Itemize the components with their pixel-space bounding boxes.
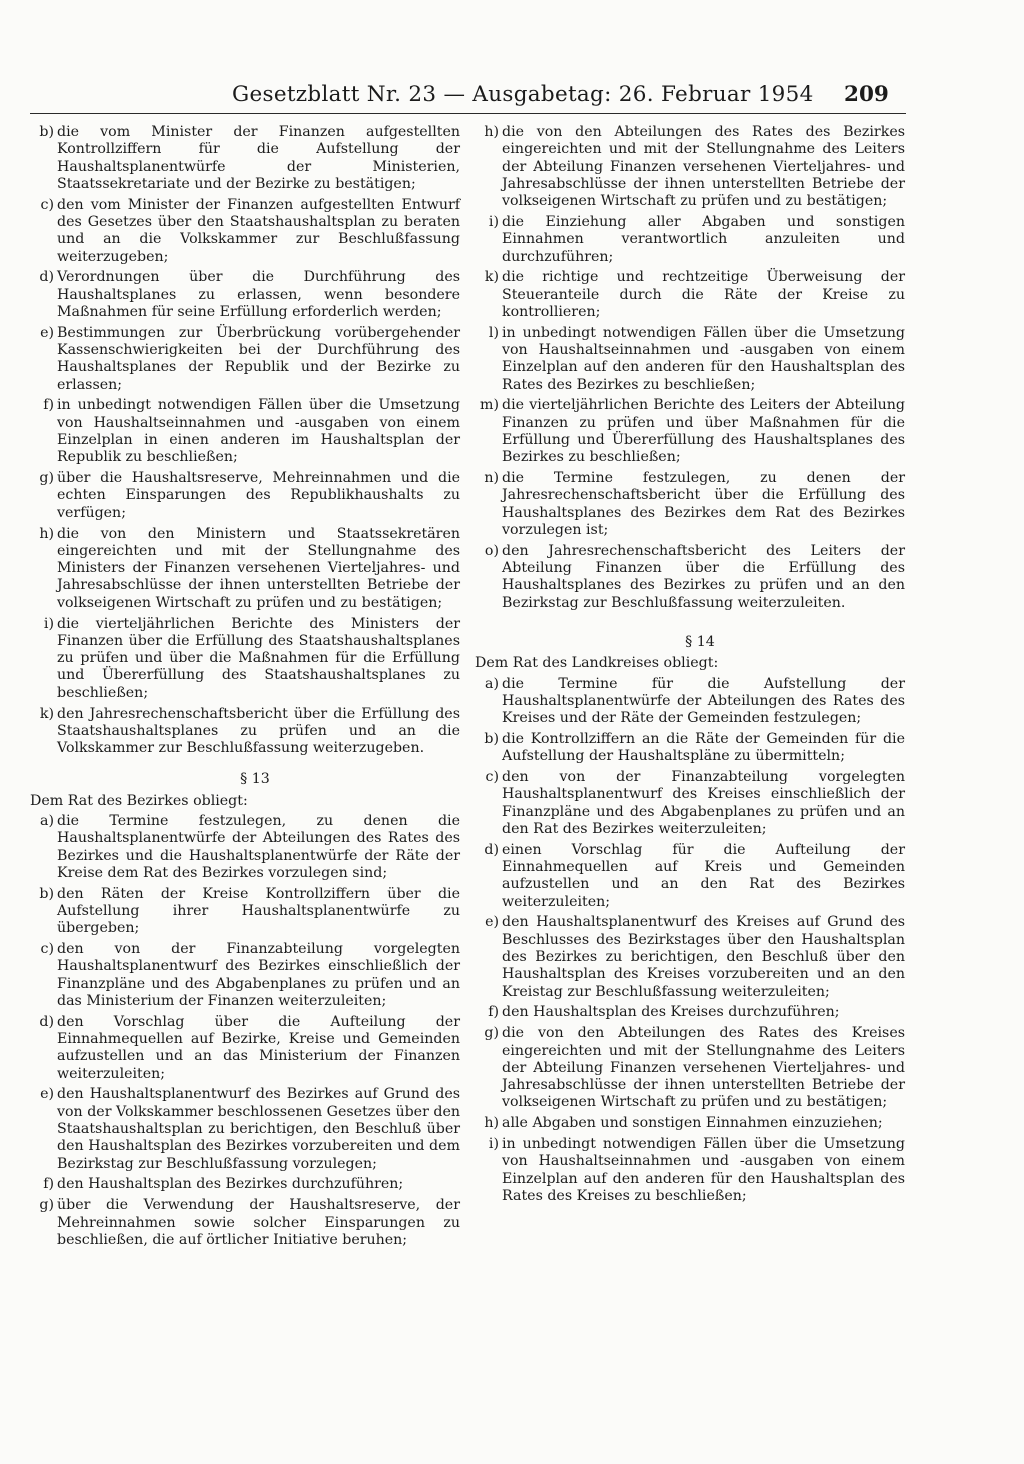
list-item xyxy=(30,197,460,266)
list-item xyxy=(30,397,460,466)
list-item xyxy=(30,1014,460,1083)
list-item xyxy=(30,470,460,522)
item-text: den Jahresrechenschaftsbericht des Leiters der Abteilung Finanzen über die Erfüllung des Haushaltsplanes des Bezirkes zu prüfen und an den Bezirkstag zur Beschlußfassung weiterzuleiten. xyxy=(502,542,905,611)
item-text: die Termine für die Aufstellung der Haushaltsplanentwürfe der Abteilungen des Rates des Kreises und der Räte der Gemeinden festzulegen; xyxy=(502,675,905,727)
item-text: Bestimmungen zur Überbrückung vorübergehender Kassenschwierigkeiten bei der Durchführung des Haushaltsplanes der Republik und der Bezirke zu erlassen; xyxy=(57,324,460,393)
item-label: a) xyxy=(485,675,499,692)
item-text: die Einziehung aller Abgaben und sonstigen Einnahmen verantwortlich anzuleiten und durchzuführen; xyxy=(502,213,905,265)
page-header-title: Gesetzblatt Nr. 23 — Ausgabetag: 26. Februar 1954 xyxy=(232,82,814,107)
item-label: m) xyxy=(480,397,499,414)
item-label: f) xyxy=(43,397,54,414)
item-label: d) xyxy=(39,269,54,286)
section-intro: Dem Rat des Bezirkes obliegt: xyxy=(30,792,248,809)
item-label: g) xyxy=(39,1197,54,1214)
item-text: die vom Minister der Finanzen aufgestellten Kontrollziffern für die Aufstellung der Haushaltsplanentwürfe der Ministerien, Staatssekretariate und der Bezirke zu bestätigen; xyxy=(57,124,460,192)
section-intro: Dem Rat des Landkreises obliegt: xyxy=(475,655,719,672)
section-heading: § 14 xyxy=(685,634,715,651)
list-item xyxy=(30,706,460,758)
item-text: die vierteljährlichen Berichte des Ministers der Finanzen über die Erfüllung des Staatshaushaltsplanes zu prüfen und über die Maßnahmen für die Erfüllung und Übererfüllung des Staatshaushaltsplanes zu beschließen; xyxy=(57,615,460,701)
list-item xyxy=(30,526,460,612)
item-text: den von der Finanzabteilung vorgelegten Haushaltsplanentwurf des Bezirkes einschließlich der Finanzpläne und des Abgabenplanes zu prüfen und an das Ministerium der Finanzen weiterzuleiten; xyxy=(57,941,460,1009)
item-label: b) xyxy=(39,885,54,902)
item-text: den Räten der Kreise Kontrollziffern über die Aufstellung ihrer Haushaltsplanentwürfe zu übergeben; xyxy=(57,885,460,937)
item-label: c) xyxy=(485,769,499,786)
item-text: über die Verwendung der Haushaltsreserve, der Mehreinnahmen sowie solcher Einsparungen zu beschließen, die auf örtlicher Initiative beruhen; xyxy=(57,1197,460,1248)
item-label: e) xyxy=(40,1086,54,1103)
item-text: alle Abgaben und sonstigen Einnahmen einzuziehen; xyxy=(502,1115,883,1132)
list-item xyxy=(475,214,905,266)
item-label: k) xyxy=(484,269,499,286)
item-text: den Haushaltsplan des Kreises durchzuführen; xyxy=(502,1004,840,1021)
item-text: den Haushaltsplan des Bezirkes durchzuführen; xyxy=(57,1176,404,1193)
item-text: die von den Abteilungen des Rates des Bezirkes eingereichten und mit der Stellungnahme des Leiters der Abteilung Finanzen versehenen Vierteljahres- und Jahresabschlüsse der ihnen unterstellten Betriebe der volkseigenen Wirtschaft zu prüfen und zu bestätigen; xyxy=(502,124,905,210)
item-label: h) xyxy=(39,525,54,542)
list-item xyxy=(475,1115,905,1132)
item-text: Verordnungen über die Durchführung des Haushaltsplanes zu erlassen, wenn besondere Maßnahmen für seine Erfüllung erforderlich werden; xyxy=(57,269,460,320)
item-label: a) xyxy=(40,812,54,829)
item-text: die vierteljährlichen Berichte des Leiters der Abteilung Finanzen zu prüfen und über Maßnahmen für die Erfüllung und Übererfüllung des Haushaltsplanes des Bezirkes zu beschließen; xyxy=(502,397,905,466)
item-text: den Vorschlag über die Aufteilung der Einnahmequellen auf Bezirke, Kreise und Gemeinden aufzustellen und an das Ministerium der Finanzen weiterzuleiten; xyxy=(57,1013,460,1082)
list-item xyxy=(475,124,905,210)
item-text: den Haushaltsplanentwurf des Bezirkes auf Grund des von der Volkskammer beschlossenen Gesetzes über den Staatshaushaltsplan zu berichtigen, den Beschluß über den Haushaltsplan des Bezirkes vorzubereiten und dem Bezirkstag zur Beschlußfassung vorzulegen; xyxy=(57,1086,460,1172)
item-label: h) xyxy=(484,124,499,140)
list-item xyxy=(30,941,460,1010)
list-item xyxy=(475,731,905,766)
item-label: e) xyxy=(40,324,54,341)
item-label: c) xyxy=(40,196,54,213)
section-heading: § 13 xyxy=(240,771,270,788)
item-label: o) xyxy=(484,542,499,559)
item-label: g) xyxy=(484,1025,499,1042)
left-column xyxy=(30,124,460,1253)
right-column xyxy=(475,124,905,1209)
list-item xyxy=(475,397,905,466)
item-label: b) xyxy=(484,731,499,747)
item-label: l) xyxy=(488,324,499,341)
item-text: die Kontrollziffern an die Räte der Gemeinden für die Aufstellung der Haushaltspläne zu übermitteln; xyxy=(502,731,905,765)
item-label: i) xyxy=(488,1136,499,1153)
item-text: über die Haushaltsreserve, Mehreinnahmen und die echten Einsparungen des Republikhaushalts zu verfügen; xyxy=(57,470,460,521)
item-text: in unbedingt notwendigen Fällen über die Umsetzung von Haushaltseinnahmen und -ausgaben von einem Einzelplan auf den anderen für den Haushaltsplan des Rates des Kreises zu beschließen; xyxy=(502,1136,905,1204)
list-item xyxy=(475,769,905,838)
item-text: in unbedingt notwendigen Fällen über die Umsetzung von Haushaltseinnahmen und -ausgaben von einem Einzelplan in einen anderen im Haushaltsplan der Republik zu beschließen; xyxy=(57,397,460,466)
list-item xyxy=(475,1136,905,1205)
item-text: die richtige und rechtzeitige Überweisung der Steueranteile durch die Räte der Kreise zu kontrollieren; xyxy=(502,269,905,320)
item-text: den Jahresrechenschaftsbericht über die Erfüllung des Staatshaushaltsplanes zu prüfen und an die Volkskammer zur Beschlußfassung weiterzugeben. xyxy=(57,705,460,757)
list-item xyxy=(475,1025,905,1111)
list-item xyxy=(475,269,905,321)
item-text: den Haushaltsplanentwurf des Kreises auf Grund des Beschlusses des Bezirkstages über den Haushaltsplan des Bezirkes zu berichtigen, den Beschluß über den Haushaltsplan des Kreises vorzubereiten und an den Kreistag zur Beschlußfassung weiterzuleiten; xyxy=(502,914,905,1000)
item-label: f) xyxy=(43,1176,54,1193)
item-text: die Termine festzulegen, zu denen der Jahresrechenschaftsbericht über die Erfüllung des Haushaltsplanes des Bezirkes dem Rat des Bezirkes vorzulegen ist; xyxy=(502,470,905,539)
item-text: in unbedingt notwendigen Fällen über die Umsetzung von Haushaltseinnahmen und -ausgaben von einem Einzelplan auf den anderen für den Haushaltsplan des Rates des Bezirkes zu beschließen; xyxy=(502,324,905,393)
list-item xyxy=(475,842,905,911)
list-item xyxy=(475,676,905,728)
list-item xyxy=(475,1004,905,1021)
list-item xyxy=(475,470,905,539)
list-item xyxy=(30,269,460,321)
item-text: einen Vorschlag für die Aufteilung der Einnahmequellen auf Kreis und Gemeinden aufzustellen und an den Rat des Bezirkes weiterzuleiten; xyxy=(502,841,905,910)
list-item xyxy=(30,813,460,882)
item-text: den von der Finanzabteilung vorgelegten Haushaltsplanentwurf des Kreises einschließlich der Finanzpläne und des Abgabenplanes zu prüfen und an den Rat des Bezirkes weiterzuleiten; xyxy=(502,769,905,837)
item-label: b) xyxy=(39,124,54,140)
item-label: e) xyxy=(485,914,499,931)
item-label: f) xyxy=(488,1004,499,1021)
list-item xyxy=(30,616,460,702)
list-item xyxy=(30,1086,460,1172)
item-text: die Termine festzulegen, zu denen die Haushaltsplanentwürfe der Abteilungen des Rates des Bezirkes und die Haushaltsplanentwürfe der Räte der Kreise dem Rat des Bezirkes vorzulegen sind; xyxy=(57,812,460,881)
list-item xyxy=(30,886,460,938)
list-item xyxy=(475,543,905,612)
item-label: d) xyxy=(39,1013,54,1030)
list-item xyxy=(30,1176,460,1193)
list-item xyxy=(475,325,905,394)
item-label: d) xyxy=(484,841,499,858)
list-item xyxy=(30,1197,460,1249)
page-number: 209 xyxy=(844,82,889,107)
item-label: i) xyxy=(43,615,54,632)
item-label: k) xyxy=(39,705,54,722)
list-item xyxy=(30,325,460,394)
header-rule xyxy=(30,113,906,114)
item-label: i) xyxy=(488,213,499,230)
item-label: h) xyxy=(484,1115,499,1132)
list-item xyxy=(30,124,460,193)
item-label: c) xyxy=(40,941,54,958)
list-item xyxy=(475,914,905,1000)
item-text: die von den Ministern und Staatssekretären eingereichten und mit der Stellungnahme des Ministers der Finanzen versehenen Vierteljahres- und Jahresabschlüsse der ihnen unterstellten Betriebe der volkseigenen Wirtschaft zu prüfen und zu bestätigen; xyxy=(57,525,460,611)
item-text: den vom Minister der Finanzen aufgestellten Entwurf des Gesetzes über den Staatshaushaltsplan zu beraten und an die Volkskammer zur Beschlußfassung weiterzugeben; xyxy=(57,196,460,265)
item-text: die von den Abteilungen des Rates des Kreises eingereichten und mit der Stellungnahme des Leiters der Abteilung Finanzen versehenen Vierteljahres- und Jahresabschlüsse der ihnen unterstellten Betriebe der volkseigenen Wirtschaft zu prüfen und zu bestätigen; xyxy=(502,1025,905,1111)
item-label: n) xyxy=(484,470,499,487)
item-label: g) xyxy=(39,470,54,487)
